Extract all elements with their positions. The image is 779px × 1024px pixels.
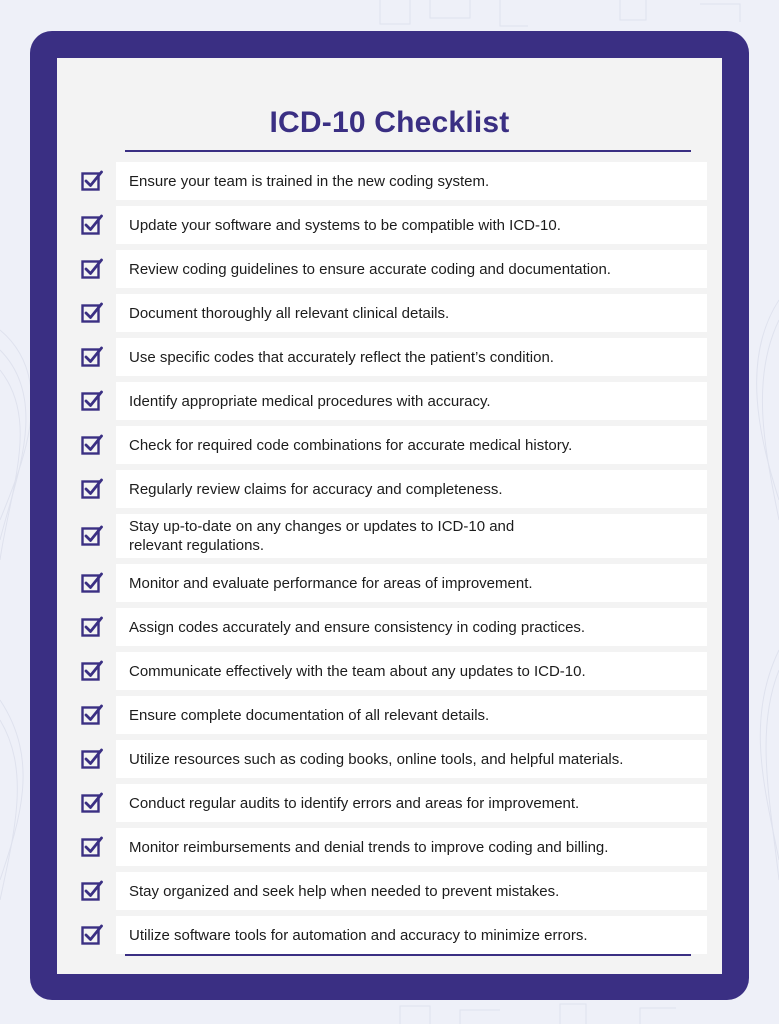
- checklist-item-text: Monitor and evaluate performance for areas of improvement.: [129, 574, 533, 592]
- checklist-item-box: [116, 338, 707, 376]
- checklist-item-text: Conduct regular audits to identify errors and areas for improvement.: [129, 794, 580, 812]
- checklist-item: [57, 652, 722, 690]
- title-underline: [125, 150, 691, 152]
- checklist-item: [57, 696, 722, 734]
- checklist-item: [57, 564, 722, 602]
- checked-box-icon[interactable]: [81, 170, 103, 192]
- checklist-item-box: [116, 250, 707, 288]
- checklist-item-text: Regularly review claims for accuracy and completeness.: [129, 480, 503, 498]
- checked-box-icon[interactable]: [81, 302, 103, 324]
- checklist-item: [57, 382, 722, 420]
- checklist-item: [57, 426, 722, 464]
- checklist-item: [57, 470, 722, 508]
- checklist-item-text: Review coding guidelines to ensure accurate coding and documentation.: [129, 260, 611, 278]
- checked-box-icon[interactable]: [81, 434, 103, 456]
- checklist-item-text: Assign codes accurately and ensure consistency in coding practices.: [129, 618, 586, 636]
- bottom-divider: [125, 954, 691, 956]
- checklist-item-box: [116, 740, 707, 778]
- checked-box-icon[interactable]: [81, 346, 103, 368]
- checklist-item-text: Stay organized and seek help when needed to prevent mistakes.: [129, 882, 560, 900]
- checked-box-icon[interactable]: [81, 525, 103, 547]
- checklist-item-text: Ensure complete documentation of all relevant details.: [129, 706, 490, 724]
- checklist-item: [57, 514, 722, 558]
- checklist-item-text: Communicate effectively with the team about any updates to ICD-10.: [129, 662, 586, 680]
- checklist-item: [57, 608, 722, 646]
- checked-box-icon[interactable]: [81, 258, 103, 280]
- checklist-item: [57, 338, 722, 376]
- checklist-item: [57, 206, 722, 244]
- checklist-item-text: Monitor reimbursements and denial trends to improve coding and billing.: [129, 838, 609, 856]
- checklist-item-box: [116, 162, 707, 200]
- checked-box-icon[interactable]: [81, 478, 103, 500]
- checklist-item-box: [116, 784, 707, 822]
- checklist-item-text: Utilize software tools for automation and accuracy to minimize errors.: [129, 926, 588, 944]
- checklist-item-box: [116, 564, 707, 602]
- checklist-frame: [30, 31, 749, 1000]
- checked-box-icon[interactable]: [81, 880, 103, 902]
- checklist-item: [57, 294, 722, 332]
- checked-box-icon[interactable]: [81, 390, 103, 412]
- checklist-item-text: Utilize resources such as coding books, online tools, and helpful materials.: [129, 750, 624, 768]
- checked-box-icon[interactable]: [81, 836, 103, 858]
- checklist-item: [57, 916, 722, 954]
- checklist-item: [57, 250, 722, 288]
- checklist-item-box: [116, 294, 707, 332]
- checklist-item-text: Update your software and systems to be compatible with ICD-10.: [129, 216, 561, 234]
- checklist-item-box: [116, 382, 707, 420]
- checklist-item-box: [116, 206, 707, 244]
- checked-box-icon[interactable]: [81, 748, 103, 770]
- checked-box-icon[interactable]: [81, 660, 103, 682]
- checklist-item-box: [116, 470, 707, 508]
- checklist-item-text: Document thoroughly all relevant clinical details.: [129, 304, 450, 322]
- checklist-item: [57, 872, 722, 910]
- checklist-item-text: Ensure your team is trained in the new coding system.: [129, 172, 490, 190]
- checklist-item-text: Use specific codes that accurately reflect the patient’s condition.: [129, 348, 554, 366]
- checklist-item: [57, 784, 722, 822]
- checked-box-icon[interactable]: [81, 792, 103, 814]
- checklist-item-box: [116, 872, 707, 910]
- checklist-item-box: [116, 514, 707, 558]
- page-title: ICD-10 Checklist: [269, 106, 510, 139]
- checked-box-icon[interactable]: [81, 214, 103, 236]
- checklist-item: [57, 828, 722, 866]
- checklist-item: [57, 162, 722, 200]
- checklist-item-box: [116, 696, 707, 734]
- checked-box-icon[interactable]: [81, 704, 103, 726]
- checklist-paper: [57, 58, 722, 974]
- checked-box-icon[interactable]: [81, 924, 103, 946]
- checklist-item-text: Identify appropriate medical procedures with accuracy.: [129, 392, 491, 410]
- checklist-item-text: Stay up-to-date on any changes or updates to ICD-10 and relevant regulations.: [129, 518, 515, 554]
- checklist-item-box: [116, 426, 707, 464]
- checklist-item-box: [116, 828, 707, 866]
- checklist-item: [57, 740, 722, 778]
- checklist-item-box: [116, 916, 707, 954]
- checklist-item-box: [116, 608, 707, 646]
- checklist-item-text: Check for required code combinations for accurate medical history.: [129, 436, 573, 454]
- checked-box-icon[interactable]: [81, 616, 103, 638]
- checklist-item-box: [116, 652, 707, 690]
- checked-box-icon[interactable]: [81, 572, 103, 594]
